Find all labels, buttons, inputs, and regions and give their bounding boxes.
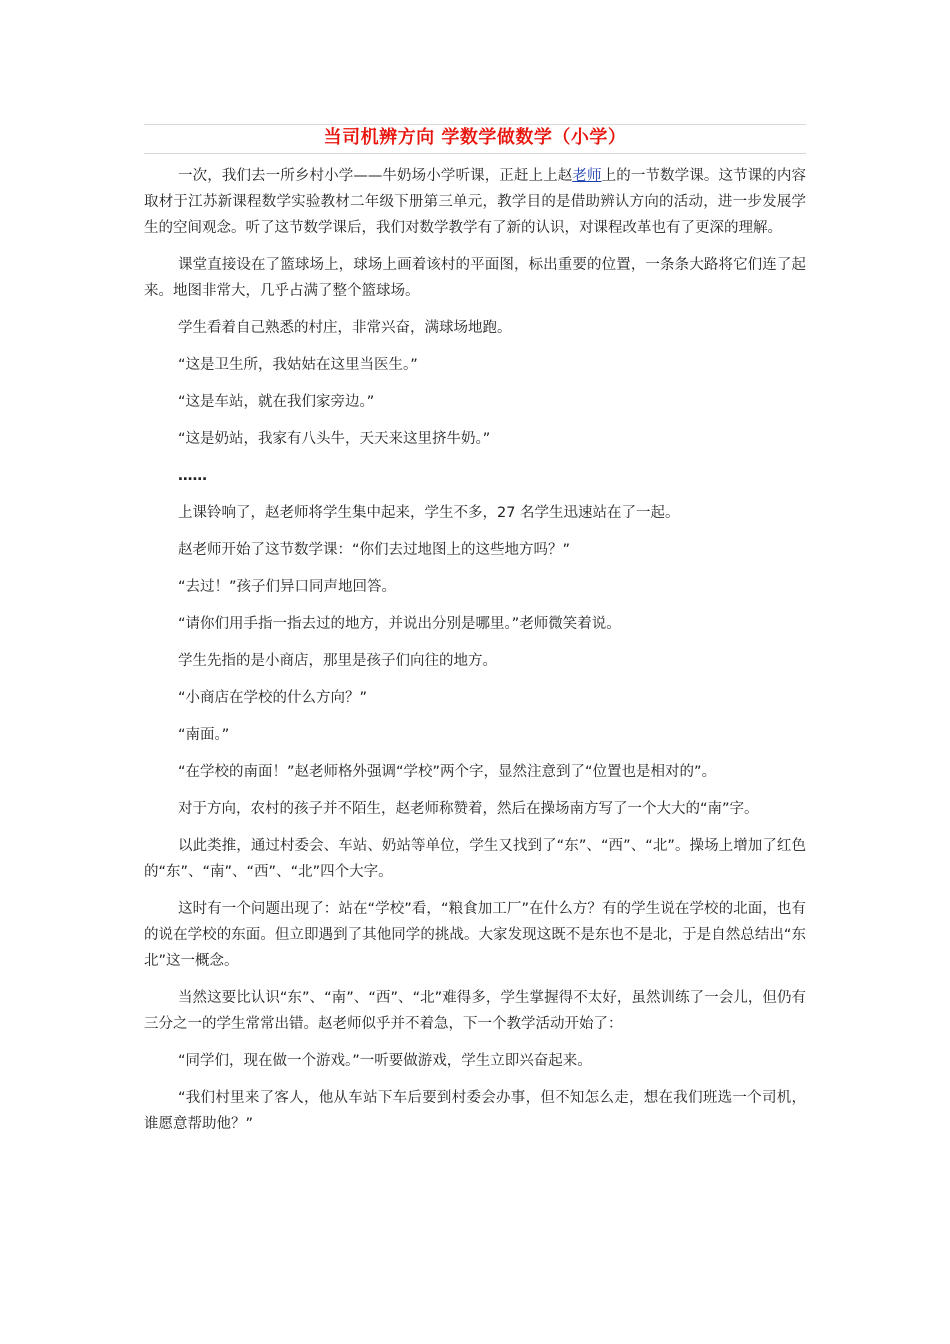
paragraph: “南面。” xyxy=(178,727,230,743)
intro-text-start: 一次，我们去一所乡村小学——牛奶场小学听课，正赶上上赵 xyxy=(178,168,573,184)
teacher-link[interactable]: 老师 xyxy=(572,168,602,184)
paragraph-ellipsis: …… xyxy=(178,468,207,484)
article-title: 当司机辨方向 学数学做数学（小学） xyxy=(323,127,627,148)
paragraph-intro xyxy=(144,163,806,241)
paragraph: “这是奶站，我家有八头牛，天天来这里挤牛奶。” xyxy=(178,431,491,447)
paragraph: 以此类推，通过村委会、车站、奶站等单位，学生又找到了“东”、“西”、“北”。操场上增加了红色的“东”、“南”、“西”、“北”四个大字。 xyxy=(144,838,806,880)
paragraph: 学生先指的是小商店，那里是孩子们向往的地方。 xyxy=(178,653,497,669)
article-body xyxy=(144,163,806,1137)
title-divider xyxy=(144,153,806,154)
paragraph: 学生看着自己熟悉的村庄，非常兴奋，满球场地跑。 xyxy=(178,320,512,336)
paragraph: “这是车站，就在我们家旁边。” xyxy=(178,394,375,410)
paragraph: “请你们用手指一指去过的地方，并说出分别是哪里。”老师微笑着说。 xyxy=(178,616,621,632)
paragraph: “去过！”孩子们异口同声地回答。 xyxy=(178,579,397,595)
paragraph: “在学校的南面！”赵老师格外强调“学校”两个字，显然注意到了“位置也是相对的”。 xyxy=(178,764,717,780)
paragraph: “我们村里来了客人，他从车站下车后要到村委会办事，但不知怎么走，想在我们班选一个司机，谁愿意帮助他？” xyxy=(144,1090,806,1132)
paragraph: “同学们，现在做一个游戏。”一听要做游戏，学生立即兴奋起来。 xyxy=(178,1053,592,1069)
document-page xyxy=(144,124,806,1148)
paragraph: 上课铃响了，赵老师将学生集中起来，学生不多，27 名学生迅速站在了一起。 xyxy=(178,505,680,521)
paragraph: 这时有一个问题出现了：站在“学校”看，“粮食加工厂”在什么方？有的学生说在学校的北面，也有的说在学校的东面。但立即遇到了其他同学的挑战。大家发现这既不是东也不是北，于是自然总结出“东北”这一概念。 xyxy=(144,901,806,969)
intro-text-end: 上的一节数学课。这节课的内容取材于江苏新课程数学实验教材二年级下册第三单元，教学目的是借助辨认方向的活动，进一步发展学生的空间观念。听了这节数学课后，我们对数学教学有了新的认识，对课程改革也有了更深的理解。 xyxy=(144,168,807,236)
top-divider xyxy=(144,124,806,125)
paragraph: 赵老师开始了这节数学课：“你们去过地图上的这些地方吗？” xyxy=(178,542,571,558)
paragraph: 当然这要比认识“东”、“南”、“西”、“北”难得多，学生掌握得不太好，虽然训练了一会儿，但仍有三分之一的学生常常出错。赵老师似乎并不着急，下一个教学活动开始了： xyxy=(144,990,806,1032)
paragraph: “这是卫生所，我姑姑在这里当医生。” xyxy=(178,357,418,373)
paragraph: 对于方向，农村的孩子并不陌生，赵老师称赞着，然后在操场南方写了一个大大的“南”字。 xyxy=(178,801,759,817)
paragraph: “小商店在学校的什么方向？” xyxy=(178,690,368,706)
paragraph: 课堂直接设在了篮球场上，球场上画着该村的平面图，标出重要的位置，一条条大路将它们连了起来。地图非常大，几乎占满了整个篮球场。 xyxy=(144,257,806,299)
